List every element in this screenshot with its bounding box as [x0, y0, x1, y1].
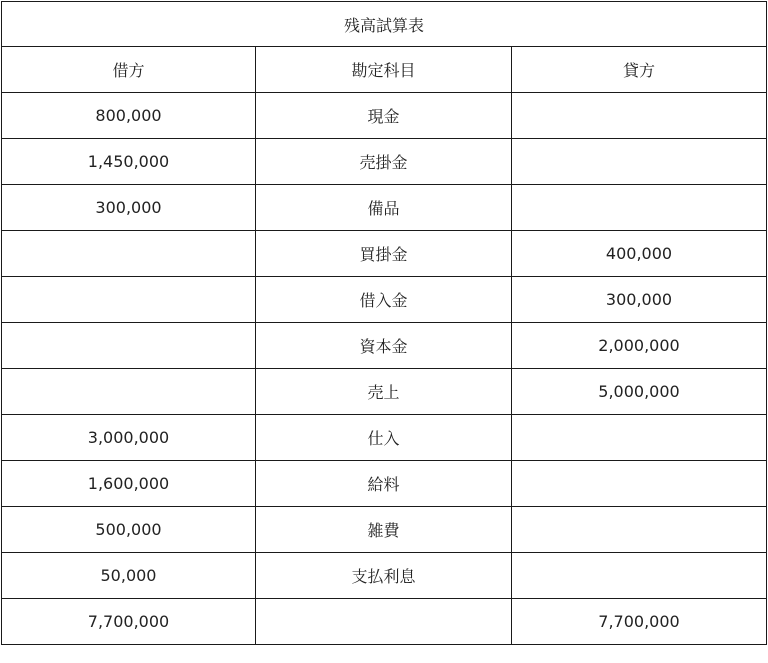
debit-cell: [2, 369, 256, 415]
credit-cell: [512, 185, 767, 231]
table-title: 残高試算表: [2, 2, 767, 47]
credit-cell: 2,000,000: [512, 323, 767, 369]
table-row: [2, 369, 767, 415]
credit-header: 貸方: [512, 47, 767, 93]
account-cell: 売上: [256, 369, 512, 415]
account-cell: 支払利息: [256, 553, 512, 599]
account-cell: 借入金: [256, 277, 512, 323]
credit-cell: [512, 93, 767, 139]
table-row: [2, 93, 767, 139]
account-cell: 現金: [256, 93, 512, 139]
title-row: [2, 2, 767, 47]
table-row: [2, 231, 767, 277]
table-row: [2, 139, 767, 185]
debit-header: 借方: [2, 47, 256, 93]
account-cell: 雑費: [256, 507, 512, 553]
debit-cell: [2, 277, 256, 323]
credit-cell: 400,000: [512, 231, 767, 277]
account-cell: 仕入: [256, 415, 512, 461]
table-row: [2, 507, 767, 553]
debit-cell: [2, 231, 256, 277]
debit-cell: 300,000: [2, 185, 256, 231]
debit-cell: 50,000: [2, 553, 256, 599]
table-row: [2, 185, 767, 231]
trial-balance-table: [1, 1, 767, 645]
credit-cell: [512, 461, 767, 507]
header-row: [2, 47, 767, 93]
account-total: [256, 599, 512, 645]
credit-cell: 300,000: [512, 277, 767, 323]
credit-cell: 5,000,000: [512, 369, 767, 415]
account-cell: 買掛金: [256, 231, 512, 277]
table-row: [2, 553, 767, 599]
credit-cell: [512, 139, 767, 185]
table-row: [2, 415, 767, 461]
debit-cell: 500,000: [2, 507, 256, 553]
credit-total: 7,700,000: [512, 599, 767, 645]
credit-cell: [512, 415, 767, 461]
debit-cell: 3,000,000: [2, 415, 256, 461]
table-row: [2, 323, 767, 369]
account-header: 勘定科目: [256, 47, 512, 93]
account-cell: 売掛金: [256, 139, 512, 185]
credit-cell: [512, 507, 767, 553]
debit-cell: 1,600,000: [2, 461, 256, 507]
credit-cell: [512, 553, 767, 599]
debit-total: 7,700,000: [2, 599, 256, 645]
table-row: [2, 461, 767, 507]
account-cell: 給料: [256, 461, 512, 507]
debit-cell: 1,450,000: [2, 139, 256, 185]
table-row: [2, 277, 767, 323]
account-cell: 備品: [256, 185, 512, 231]
totals-row: [2, 599, 767, 645]
debit-cell: 800,000: [2, 93, 256, 139]
debit-cell: [2, 323, 256, 369]
account-cell: 資本金: [256, 323, 512, 369]
